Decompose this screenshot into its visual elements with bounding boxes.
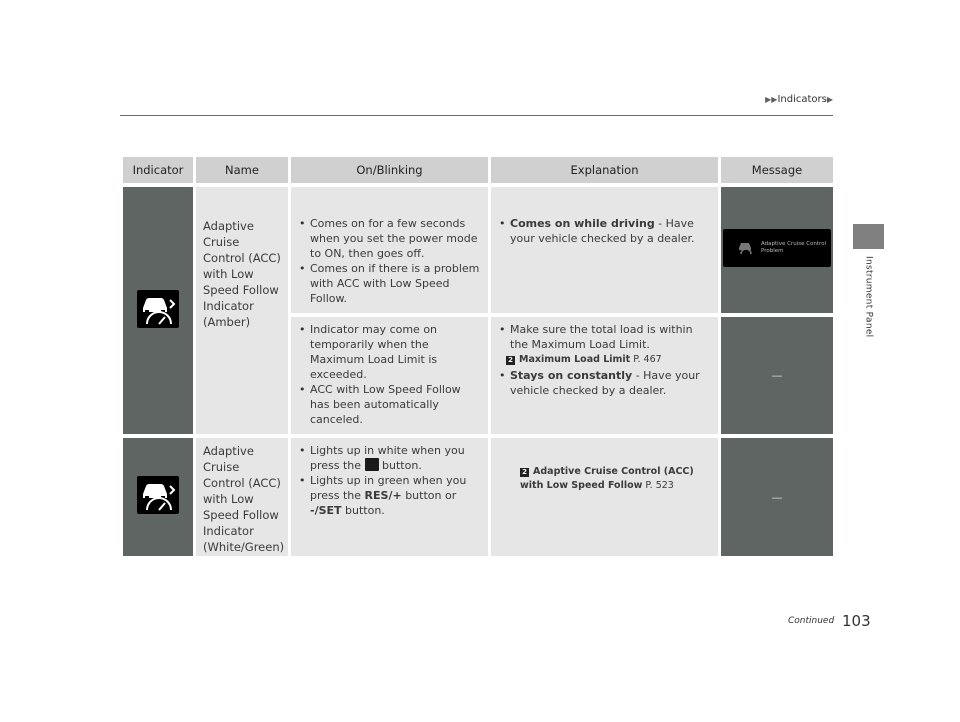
table-row — [123, 438, 833, 556]
explanation-cell — [491, 313, 721, 434]
explanation-bold: Comes on while driving — [510, 217, 655, 230]
breadcrumb — [765, 94, 833, 105]
list-item — [496, 216, 713, 246]
ref-arrow-icon: 2 — [506, 356, 515, 365]
acc-small-icon — [737, 241, 755, 255]
list-item: • Lights up in white when you press the button. — [296, 443, 483, 473]
page-header — [120, 92, 833, 116]
col-header-on-blinking: On/Blinking — [291, 157, 491, 183]
message-cell — [721, 438, 833, 556]
name-cell — [196, 438, 291, 556]
explanation-cell — [491, 438, 721, 556]
header-rule — [120, 115, 833, 116]
table-row — [123, 187, 833, 313]
explanation-bold: Stays on constantly — [510, 369, 633, 382]
section-tab — [853, 224, 884, 249]
col-header-message: Message — [721, 157, 833, 183]
continued-label: Continued — [788, 616, 835, 626]
list-item: • Indicator may come on temporarily when the Maximum Load Limit is exceeded. — [296, 322, 483, 382]
list-item: • Lights up in green when you press the RES/+ button or -/SET button. — [296, 473, 483, 518]
message-dash: — — [771, 490, 783, 504]
list-item: • Comes on for a few seconds when you set the power mode to ON, then goes off. — [296, 216, 483, 261]
page-number: 103 — [842, 612, 871, 630]
explanation-text: - Have your vehicle checked by a dealer. — [510, 217, 695, 245]
explanation-text: - Have your vehicle checked by a dealer. — [510, 369, 700, 397]
name-cell — [196, 187, 291, 434]
breadcrumb-arrow-icon: ▶ — [826, 95, 833, 104]
acc-amber-indicator-icon — [137, 290, 179, 328]
indicator-name: Adaptive Cruise Control (ACC) with Low Speed Follow Indicator (Amber) — [203, 219, 281, 329]
table-header-row — [123, 157, 833, 183]
on-blinking-cell — [291, 187, 491, 313]
breadcrumb-arrows-icon: ▶▶ — [765, 95, 778, 104]
col-header-name: Name — [196, 157, 291, 183]
explanation-cell — [491, 187, 721, 313]
indicator-cell — [123, 438, 196, 556]
acc-white-green-indicator-icon — [137, 476, 179, 514]
on-blinking-cell — [291, 313, 491, 434]
message-screen — [723, 229, 831, 267]
message-screen-text: Adaptive Cruise Control Problem — [761, 241, 827, 254]
col-header-indicator: Indicator — [123, 157, 196, 183]
cross-reference-link[interactable]: 2 Adaptive Cruise Control (ACC) with Low Speed Follow P. 523 — [520, 466, 694, 491]
list-item: • Comes on if there is a problem with ACC with Low Speed Follow. — [296, 261, 483, 306]
cross-reference-link[interactable]: 2 Maximum Load Limit P. 467 — [506, 352, 717, 367]
ref-arrow-icon: 2 — [520, 468, 529, 477]
breadcrumb-label[interactable]: Indicators — [777, 94, 827, 105]
list-item: • ACC with Low Speed Follow has been automatically canceled. — [296, 382, 483, 427]
indicator-table — [123, 157, 833, 556]
indicator-cell — [123, 187, 196, 434]
message-cell — [721, 187, 833, 313]
col-header-explanation: Explanation — [491, 157, 721, 183]
indicator-name: Adaptive Cruise Control (ACC) with Low Speed Follow Indicator (White/Green) — [203, 444, 285, 554]
message-dash: — — [771, 369, 783, 382]
list-item — [496, 368, 713, 398]
message-cell — [721, 313, 833, 434]
section-label: Instrument Panel — [863, 256, 874, 338]
on-blinking-cell — [291, 438, 491, 556]
list-item: • Make sure the total load is within the Maximum Load Limit. — [496, 322, 713, 352]
acc-button-icon — [365, 458, 379, 471]
